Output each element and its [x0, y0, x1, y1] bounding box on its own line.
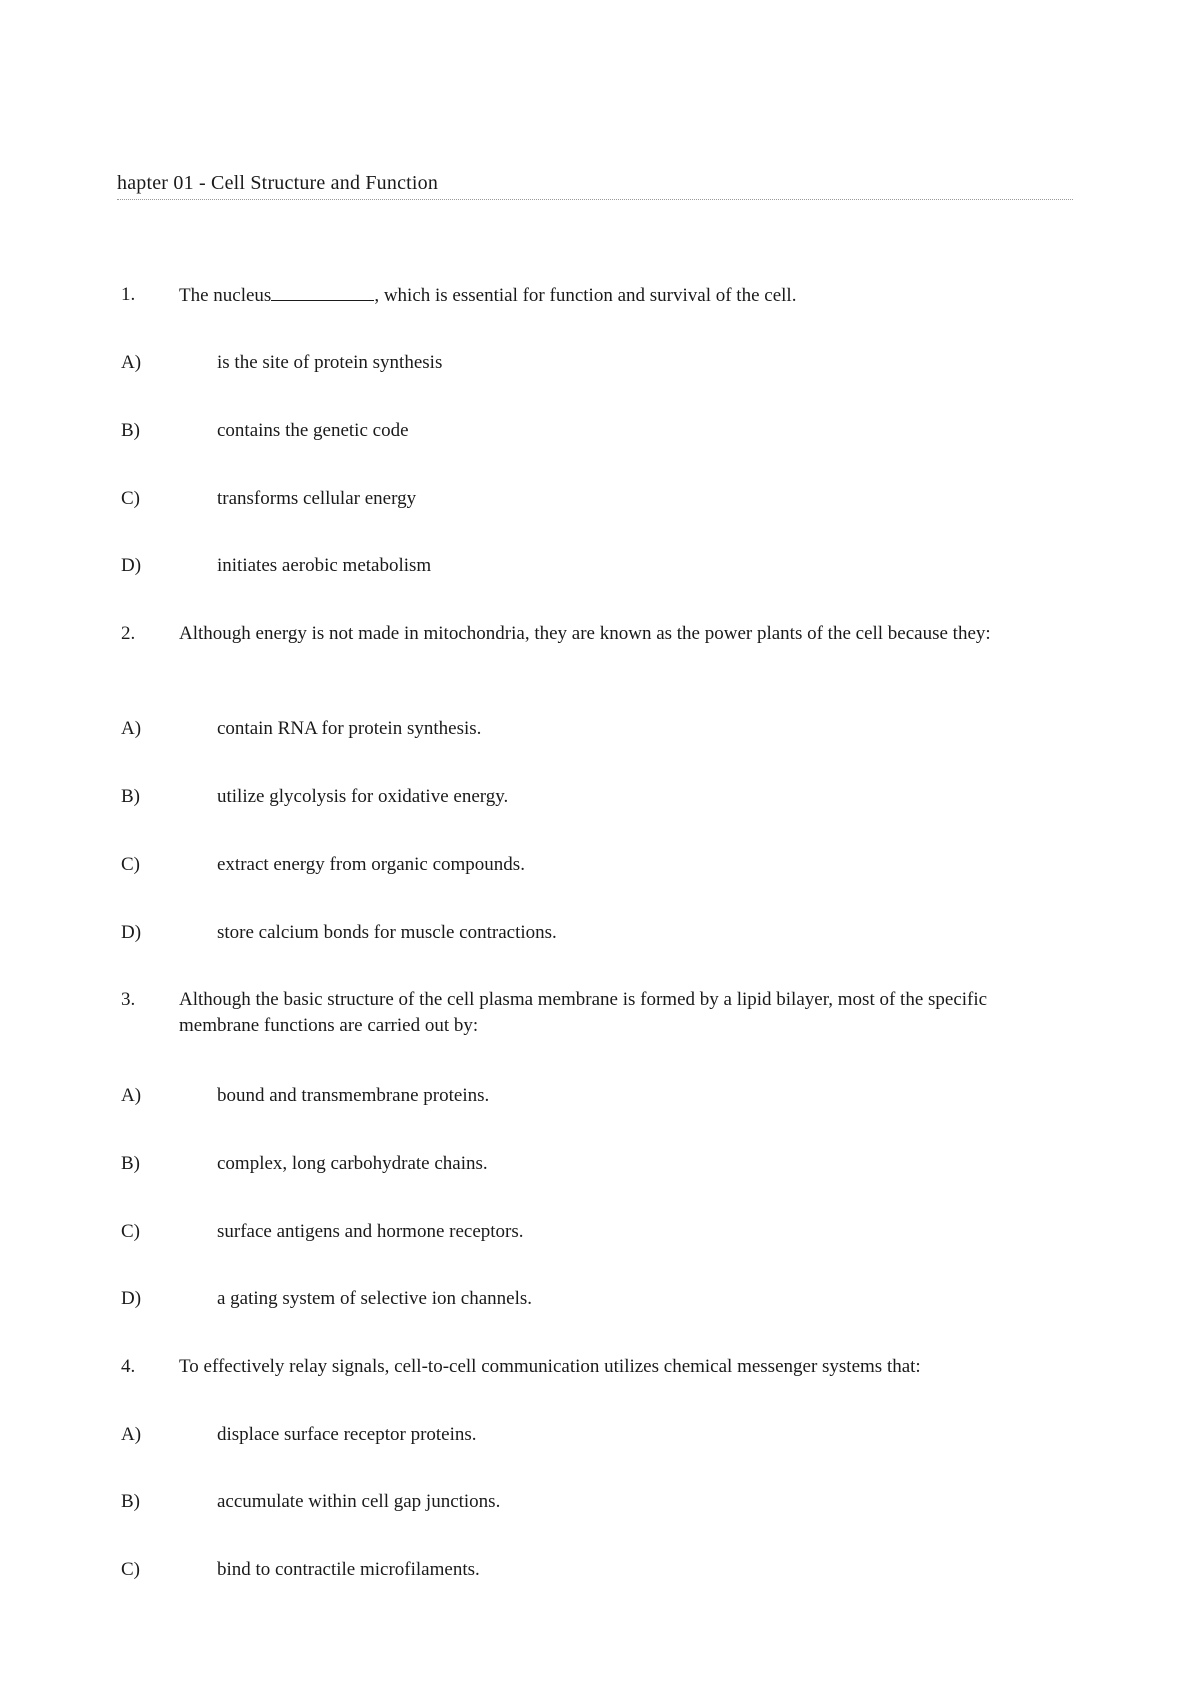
question-3-option-b-letter: B): [121, 1153, 140, 1174]
question-4-option-c-letter: C): [121, 1559, 140, 1580]
question-1-blank: [271, 282, 374, 301]
question-4-number: 4.: [121, 1356, 136, 1377]
chapter-header: hapter 01 - Cell Structure and Function: [117, 172, 439, 194]
question-2-option-b-letter: B): [121, 786, 140, 807]
question-1-option-d-text: initiates aerobic metabolism: [217, 555, 432, 576]
question-3-text: Although the basic structure of the cell plasma membrane is formed by a lipid bilayer, most of the specific membrane functions are carried out by:: [179, 989, 988, 1036]
question-2-option-c-text: extract energy from organic compounds.: [217, 854, 525, 875]
question-1-option-a-letter: A): [121, 352, 142, 373]
question-4-option-b-letter: B): [121, 1491, 140, 1512]
question-1-option-b-letter: B): [121, 420, 140, 441]
question-1-option-d-letter: D): [121, 555, 142, 576]
question-1-option-b-text: contains the genetic code: [217, 420, 409, 441]
question-1-option-c-text: transforms cellular energy: [217, 488, 417, 509]
question-3-option-c-letter: C): [121, 1221, 140, 1242]
question-1-text: [179, 282, 1059, 309]
question-3-option-b-text: complex, long carbohydrate chains.: [217, 1153, 488, 1174]
question-1-text-end: , which is essential for function and survival of the cell.: [374, 285, 797, 306]
header-divider: [117, 199, 1073, 200]
question-4-option-b-text: accumulate within cell gap junctions.: [217, 1491, 501, 1512]
question-1-option-c-letter: C): [121, 488, 140, 509]
question-1-text-start: The nucleus: [179, 285, 272, 306]
question-2-option-b-text: utilize glycolysis for oxidative energy.: [217, 786, 509, 807]
question-4-text: To effectively relay signals, cell-to-cell communication utilizes chemical messenger systems that:: [179, 1356, 921, 1377]
question-3-option-a-text: bound and transmembrane proteins.: [217, 1085, 490, 1106]
question-2-option-d-text: store calcium bonds for muscle contractions.: [217, 922, 557, 943]
question-2-option-a-text: contain RNA for protein synthesis.: [217, 718, 482, 739]
question-3-option-a-letter: A): [121, 1085, 142, 1106]
question-2-number: 2.: [121, 623, 136, 644]
question-3-option-d-letter: D): [121, 1288, 142, 1309]
question-3-option-d-text: a gating system of selective ion channels.: [217, 1288, 532, 1309]
question-1-option-a-text: is the site of protein synthesis: [217, 352, 443, 373]
question-2-text: Although energy is not made in mitochondria, they are known as the power plants of the cell because they:: [179, 623, 991, 644]
question-3-option-c-text: surface antigens and hormone receptors.: [217, 1221, 524, 1242]
question-2-option-d-letter: D): [121, 922, 142, 943]
question-3-number: 3.: [121, 989, 136, 1010]
question-1-number: 1.: [121, 284, 136, 305]
question-2-option-c-letter: C): [121, 854, 140, 875]
question-4-option-a-text: displace surface receptor proteins.: [217, 1424, 477, 1445]
question-4-option-a-letter: A): [121, 1424, 142, 1445]
question-2-option-a-letter: A): [121, 718, 142, 739]
question-4-option-c-text: bind to contractile microfilaments.: [217, 1559, 480, 1580]
